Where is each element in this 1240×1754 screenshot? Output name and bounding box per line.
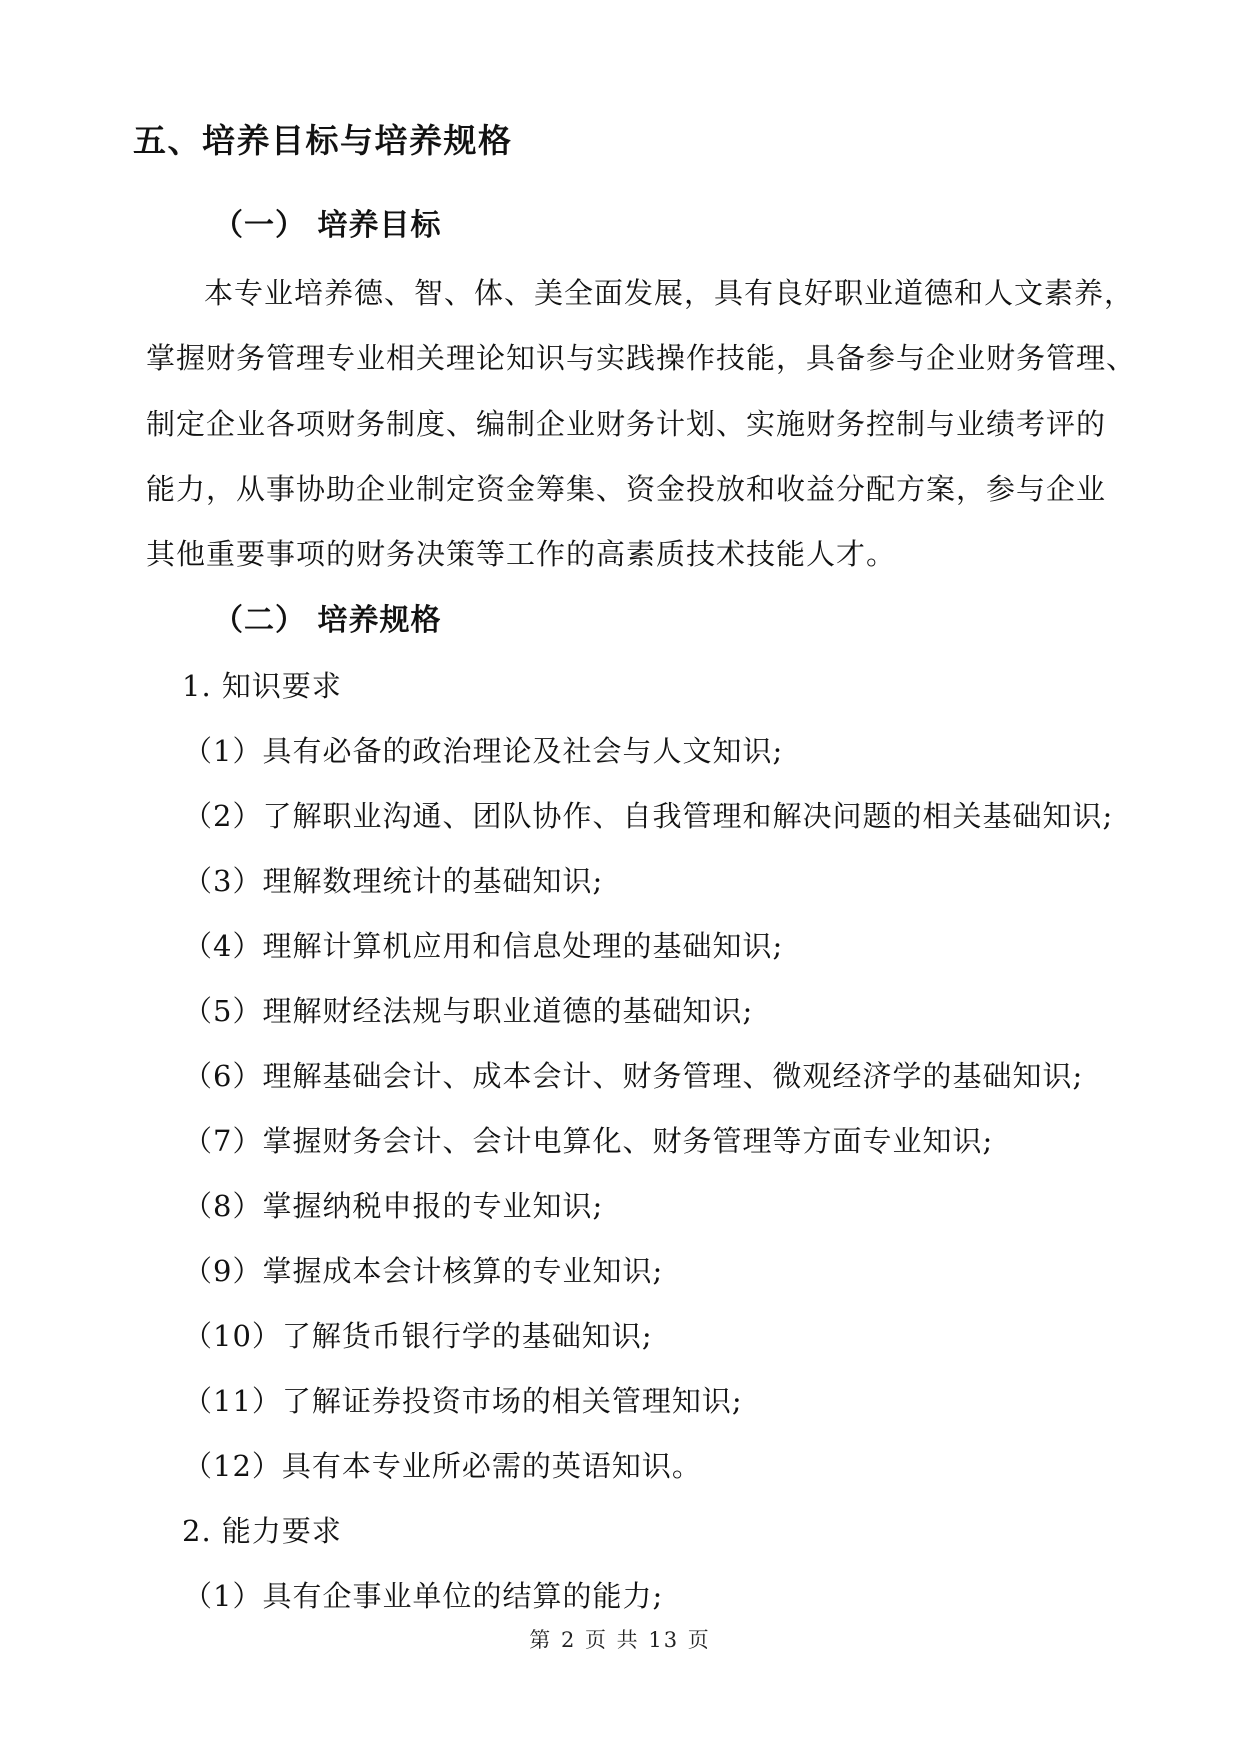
knowledge-subheading: 1. 知识要求 [182,669,342,703]
knowledge-item: （9）掌握成本会计核算的专业知识; [183,1254,664,1288]
paragraph-line: 其他重要事项的财务决策等工作的高素质技术技能人才。 [146,537,897,571]
paragraph-line: 制定企业各项财务制度、编制企业财务计划、实施财务控制与业绩考评的 [146,407,1107,441]
knowledge-item: （4）理解计算机应用和信息处理的基础知识; [183,929,784,963]
knowledge-item: （12）具有本专业所必需的英语知识。 [183,1449,702,1483]
section1-title: （一） 培养目标 [213,208,442,243]
knowledge-item: （6）理解基础会计、成本会计、财务管理、微观经济学的基础知识; [183,1059,1084,1093]
knowledge-item: （3）理解数理统计的基础知识; [183,864,604,898]
knowledge-item: （5）理解财经法规与职业道德的基础知识; [183,994,754,1028]
knowledge-item: （2）了解职业沟通、团队协作、自我管理和解决问题的相关基础知识; [183,799,1114,833]
ability-subheading: 2. 能力要求 [182,1514,342,1548]
section2-title: （二） 培养规格 [213,603,442,638]
paragraph-line: 掌握财务管理专业相关理论知识与实践操作技能，具备参与企业财务管理、 [146,341,1137,375]
knowledge-item: （11）了解证券投资市场的相关管理知识; [183,1384,743,1418]
knowledge-item: （1）具有必备的政治理论及社会与人文知识; [183,734,784,768]
knowledge-item: （7）掌握财务会计、会计电算化、财务管理等方面专业知识; [183,1124,994,1158]
ability-item: （1）具有企事业单位的结算的能力; [183,1579,664,1613]
knowledge-item: （8）掌握纳税申报的专业知识; [183,1189,604,1223]
page-number-footer: 第 2 页 共 13 页 [529,1628,711,1652]
doc-heading: 五、培养目标与培养规格 [133,122,513,159]
knowledge-item: （10）了解货币银行学的基础知识; [183,1319,653,1353]
paragraph-line: 能力，从事协助企业制定资金筹集、资金投放和收益分配方案，参与企业 [146,472,1107,506]
paragraph-line: 本专业培养德、智、体、美全面发展，具有良好职业道德和人文素养， [204,276,1135,310]
